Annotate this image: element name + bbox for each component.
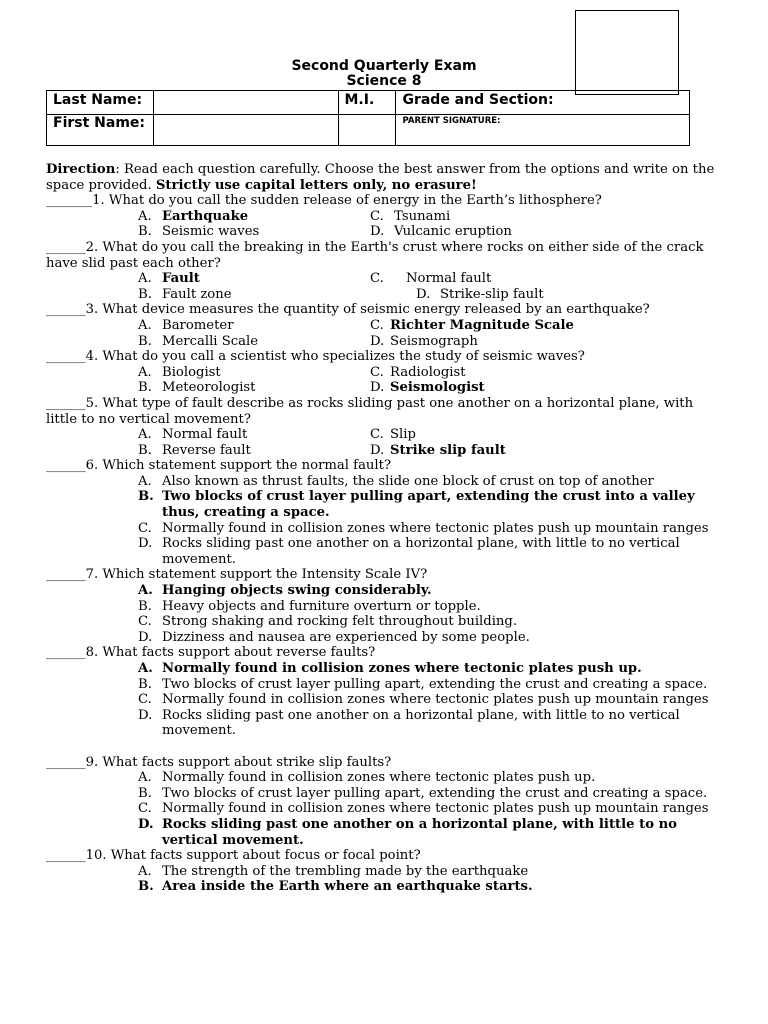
option-c: C. Normally found in collision zones where tectonic plates push up mountain ranges xyxy=(138,692,709,708)
option-c: C. Tsunami xyxy=(370,208,451,224)
grade-section-label: Grade and Section: xyxy=(396,91,690,115)
option-b: B. Reverse fault xyxy=(138,442,251,458)
question-stem: ______2. What do you call the breaking in the Earth's crust where rocks on either side of the crack have slid past each other? xyxy=(46,239,704,271)
answer-blank[interactable]: ______ xyxy=(46,302,86,318)
option-c: C. Radiologist xyxy=(370,364,466,380)
option-a: A. Biologist xyxy=(138,364,221,380)
options xyxy=(138,271,726,302)
exam-subject: Science 8 xyxy=(346,73,422,89)
answer-blank[interactable]: ______ xyxy=(46,754,86,770)
answer-blank[interactable]: ______ xyxy=(46,848,86,864)
parent-signature-label: PARENT SIGNATURE: xyxy=(402,116,501,126)
last-name-label: Last Name: xyxy=(47,91,154,115)
question-stem: ______5. What type of fault describe as rocks sliding past one another on a horizontal plane, with little to no vertical movement? xyxy=(46,395,694,427)
options xyxy=(138,427,726,458)
directions xyxy=(46,162,726,193)
mi-label: M.I. xyxy=(338,91,396,115)
options xyxy=(138,583,726,645)
option-b: B. Mercalli Scale xyxy=(138,333,259,349)
answer-blank[interactable]: ______ xyxy=(46,458,86,474)
option-c: C. Normally found in collision zones where tectonic plates push up mountain ranges xyxy=(138,520,709,536)
question-stem: ______10. What facts support about focus or focal point? xyxy=(46,848,421,864)
question-stem: ______4. What do you call a scientist who specializes the study of seismic waves? xyxy=(46,349,585,365)
options xyxy=(138,365,726,396)
option-d: D. Rocks sliding past one another on a horizontal plane, with little to no vertical movement. xyxy=(138,536,680,567)
option-d: D. Strike-slip fault xyxy=(416,286,544,302)
option-a: A. The strength of the trembling made by the earthquake xyxy=(138,863,529,879)
question-stem: ______3. What device measures the quantity of seismic energy released by an earthquake? xyxy=(46,302,650,318)
option-b: B. Seismic waves xyxy=(138,224,260,240)
option-a: A. Normally found in collision zones where tectonic plates push up. xyxy=(138,770,596,786)
answer-blank[interactable]: ______ xyxy=(46,395,86,411)
option-b: B. Fault zone xyxy=(138,286,232,302)
option-b: B. Two blocks of crust layer pulling apart, extending the crust into a valley thus, creating a space. xyxy=(138,489,695,521)
answer-blank[interactable]: ______ xyxy=(46,645,86,661)
mi-field[interactable] xyxy=(338,115,396,146)
option-d: D. Vulcanic eruption xyxy=(370,224,512,240)
question-stem: ______9. What facts support about strike slip faults? xyxy=(46,754,392,770)
student-info-table xyxy=(46,90,690,146)
last-name-field[interactable] xyxy=(153,91,338,115)
answer-blank[interactable]: ______ xyxy=(46,567,86,583)
option-b: B. Area inside the Earth where an earthquake starts. xyxy=(138,879,533,895)
option-d: D. Rocks sliding past one another on a horizontal plane, with little to no vertical movement. xyxy=(138,816,677,848)
option-b: B. Heavy objects and furniture overturn or topple. xyxy=(138,598,481,614)
option-a: A. Normally found in collision zones where tectonic plates push up. xyxy=(138,661,642,676)
question-stem: _______1. What do you call the sudden release of energy in the Earth’s lithosphere? xyxy=(46,193,602,209)
option-a: A. Barometer xyxy=(138,317,234,333)
question-stem: ______8. What facts support about reverse faults? xyxy=(46,645,376,661)
first-name-field[interactable] xyxy=(153,115,338,146)
exam-content xyxy=(46,162,726,895)
option-d: D. Seismograph xyxy=(370,333,478,349)
option-c: C. Strong shaking and rocking felt throughout building. xyxy=(138,614,518,630)
option-d: D. Seismologist xyxy=(370,380,485,396)
option-a: A. Earthquake xyxy=(138,208,249,224)
options xyxy=(138,318,726,349)
option-c: C. Normally found in collision zones where tectonic plates push up mountain ranges xyxy=(138,801,709,817)
answer-blank[interactable]: _______ xyxy=(46,193,93,209)
options xyxy=(138,474,726,568)
option-d: D. Rocks sliding past one another on a horizontal plane, with little to no vertical movement. xyxy=(138,707,680,739)
option-a: A. Hanging objects swing considerably. xyxy=(138,583,432,599)
first-name-label: First Name: xyxy=(53,115,146,131)
option-c: C. Slip xyxy=(370,427,416,443)
option-b: B. Two blocks of crust layer pulling apart, extending the crust and creating a space. xyxy=(138,785,708,801)
options xyxy=(138,661,726,739)
answer-blank[interactable]: ______ xyxy=(46,239,86,255)
option-c: C. Normal fault xyxy=(370,271,492,287)
option-d: D. Dizziness and nausea are experienced by some people. xyxy=(138,629,530,645)
option-c: C. Richter Magnitude Scale xyxy=(370,317,574,333)
first-name-cell xyxy=(47,115,154,146)
parent-signature-cell[interactable] xyxy=(396,115,690,146)
options xyxy=(138,209,726,240)
option-b: B. Meteorologist xyxy=(138,380,256,396)
option-a: A. Fault xyxy=(138,271,200,287)
option-d: D. Strike slip fault xyxy=(370,442,506,458)
exam-title: Second Quarterly Exam xyxy=(291,58,477,74)
answer-blank[interactable]: ______ xyxy=(46,349,86,365)
direction-text: : Read each question carefully. Choose the best answer from the options and write on the space provided. xyxy=(46,162,715,193)
direction-label: Direction xyxy=(46,162,116,177)
options xyxy=(138,770,726,848)
option-a: A. Normal fault xyxy=(138,427,248,443)
question-stem: ______7. Which statement support the Intensity Scale IV? xyxy=(46,567,428,583)
question-stem: ______6. Which statement support the normal fault? xyxy=(46,458,392,474)
spacer xyxy=(46,739,726,755)
options xyxy=(138,864,726,895)
option-a: A. Also known as thrust faults, the slide one block of crust on top of another xyxy=(138,473,654,489)
direction-emphasis: Strictly use capital letters only, no erasure! xyxy=(155,177,477,193)
option-b: B. Two blocks of crust layer pulling apart, extending the crust and creating a space. xyxy=(138,676,708,692)
